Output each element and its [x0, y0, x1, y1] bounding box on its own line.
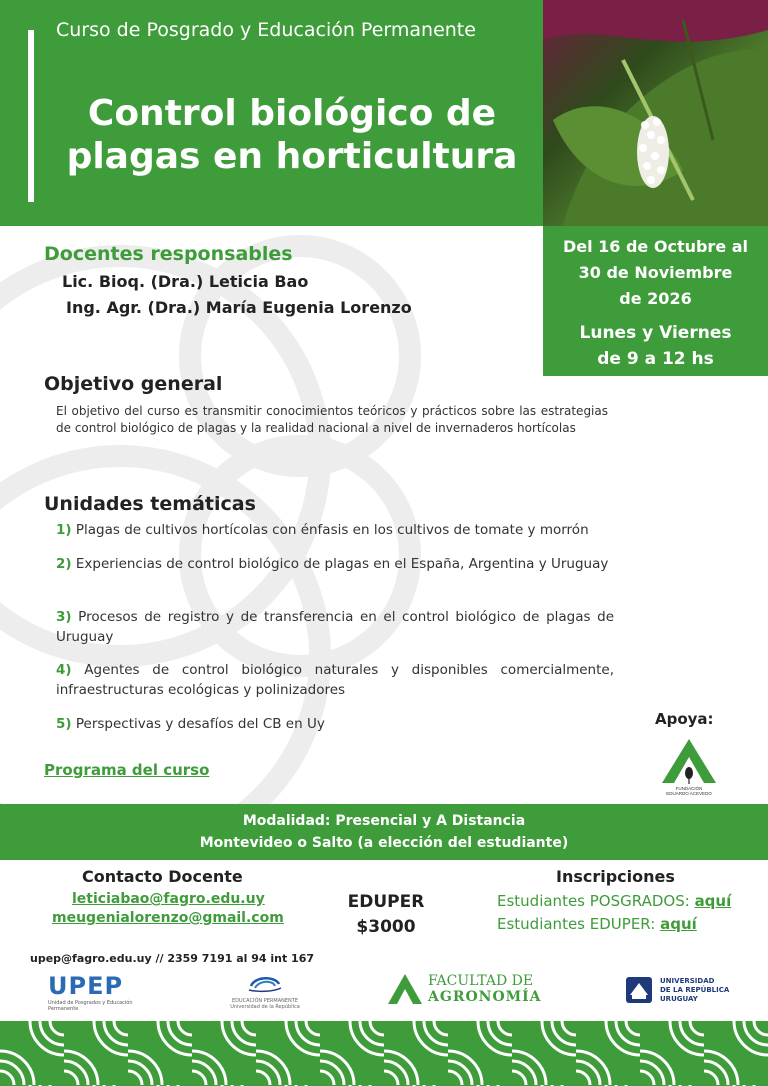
email-link[interactable]: meugenialorenzo@gmail.com [52, 910, 284, 926]
objetivo-heading: Objetivo general [44, 373, 223, 395]
inscripcion-eduper-label: Estudiantes EDUPER: [497, 915, 656, 933]
unidad-item [56, 607, 614, 647]
unidad-number: 1) [56, 522, 72, 538]
udelar-logo [624, 975, 734, 1007]
agronomia-logo-text [428, 973, 542, 1005]
schedule-box [543, 226, 768, 376]
title-line-1: Control biológico de [87, 93, 497, 134]
udelar-line-3: URUGUAY [660, 995, 698, 1003]
udelar-line-2: DE LA REPÚBLICA [660, 986, 730, 994]
course-days: Lunes y Viernes [579, 323, 732, 343]
email-link[interactable]: leticiabao@fagro.edu.uy [72, 891, 265, 907]
upep-contact-info: upep@fagro.edu.uy // 2359 7191 al 94 int 167 [30, 952, 315, 965]
inscripciones-heading: Inscripciones [556, 867, 675, 886]
educacion-permanente-subtext: Universidad de la República [230, 1004, 300, 1010]
agronomia-logo-line-1: FACULTAD DE [428, 973, 534, 989]
inscripcion-posgrado [497, 892, 731, 910]
upep-logo [48, 972, 138, 1010]
header-photo [543, 0, 768, 226]
header-banner [0, 0, 543, 226]
header-accent-bar [28, 30, 34, 202]
apoya-logo-text-1: FUNDACIÓN [675, 786, 703, 791]
page-title [52, 92, 532, 178]
title-line-2: plagas en horticultura [66, 136, 518, 178]
inscripcion-eduper [497, 915, 697, 933]
unidad-number: 2) [56, 556, 72, 572]
unidad-text: Procesos de registro y de transferencia en el control biológico de plagas de Uruguay [56, 609, 614, 645]
dates-line-1: Del 16 de Octubre al [562, 237, 749, 256]
course-hours: de 9 a 12 hs [597, 349, 714, 369]
educacion-permanente-text: EDUCACIÓN PERMANENTE [232, 998, 298, 1004]
course-type: Curso de Posgrado y Educación Permanente [56, 19, 476, 41]
inscripcion-posgrado-label: Estudiantes POSGRADOS: [497, 892, 690, 910]
footer-arc-pattern [0, 1021, 768, 1086]
unidad-number: 4) [56, 662, 72, 678]
unidad-text: Agentes de control biológico naturales y disponibles comercialmente, infraestructuras ecológicas y polinizadores [56, 662, 615, 698]
modalidad-line-2: Montevideo o Salto (a elección del estudiante) [199, 835, 569, 851]
unidad-text: Plagas de cultivos hortícolas con énfasis en los cultivos de tomate y morrón [75, 522, 589, 538]
unidad-item [56, 520, 614, 540]
objetivo-text: El objetivo del curso es transmitir conocimientos teóricos y prácticos sobre las estrategias de control biológico de plagas y la realidad nacional a nivel de invernaderos hortícolas [56, 404, 608, 435]
contacto-heading: Contacto Docente [82, 867, 243, 886]
plant-photo-illustration [543, 0, 768, 226]
unidad-number: 5) [56, 716, 72, 732]
course-dates [543, 234, 768, 312]
unidades-heading: Unidades temáticas [44, 493, 256, 515]
docente-item: Ing. Agr. (Dra.) María Eugenia Lorenzo [66, 298, 412, 317]
unidad-item [56, 714, 614, 734]
modalidad-banner [0, 804, 768, 860]
course-times [543, 320, 768, 372]
unidad-text: Experiencias de control biológico de plagas en el España, Argentina y Uruguay [75, 556, 609, 572]
udelar-seal-icon [624, 975, 654, 1005]
facultad-agronomia-logo [387, 973, 547, 1007]
upep-logo-text: UPEP [48, 972, 124, 1000]
inscripcion-eduper-link[interactable]: aquí [660, 915, 697, 933]
educacion-permanente-logo [225, 972, 305, 1012]
unidad-number: 3) [56, 609, 72, 625]
upep-logo-subtext: Unidad de Posgrados y Educación Permanente [48, 1000, 133, 1012]
apoya-logo-text-2: EDUARDO ACEVEDO [666, 791, 712, 796]
inscripcion-posgrado-link[interactable]: aquí [694, 892, 732, 910]
agronomia-logo-line-2: AGRONOMÍA [428, 989, 542, 1005]
unidad-item [56, 660, 614, 700]
agronomia-triangle-icon [387, 973, 423, 1005]
eduper-price: $3000 [356, 917, 416, 937]
footer-pattern [0, 1021, 768, 1086]
programa-link[interactable]: Programa del curso [44, 761, 210, 779]
docente-item: Lic. Bioq. (Dra.) Leticia Bao [62, 272, 309, 291]
eduper-price-block [336, 890, 436, 940]
dates-line-2: 30 de Noviembre [578, 263, 733, 282]
apoya-heading: Apoya: [655, 710, 714, 728]
unidad-item [56, 554, 614, 574]
dates-line-3: de 2026 [619, 289, 692, 308]
udelar-logo-text [660, 977, 729, 1004]
modalidad-line-1: Modalidad: Presencial y A Distancia [242, 813, 526, 829]
docentes-heading: Docentes responsables [44, 243, 293, 265]
educacion-permanente-icon [245, 972, 285, 994]
eduper-label: EDUPER [347, 892, 425, 912]
unidad-text: Perspectivas y desafíos del CB en Uy [75, 716, 325, 732]
fundacion-eduardo-acevedo-logo [658, 737, 720, 799]
udelar-line-1: UNIVERSIDAD [660, 977, 715, 985]
